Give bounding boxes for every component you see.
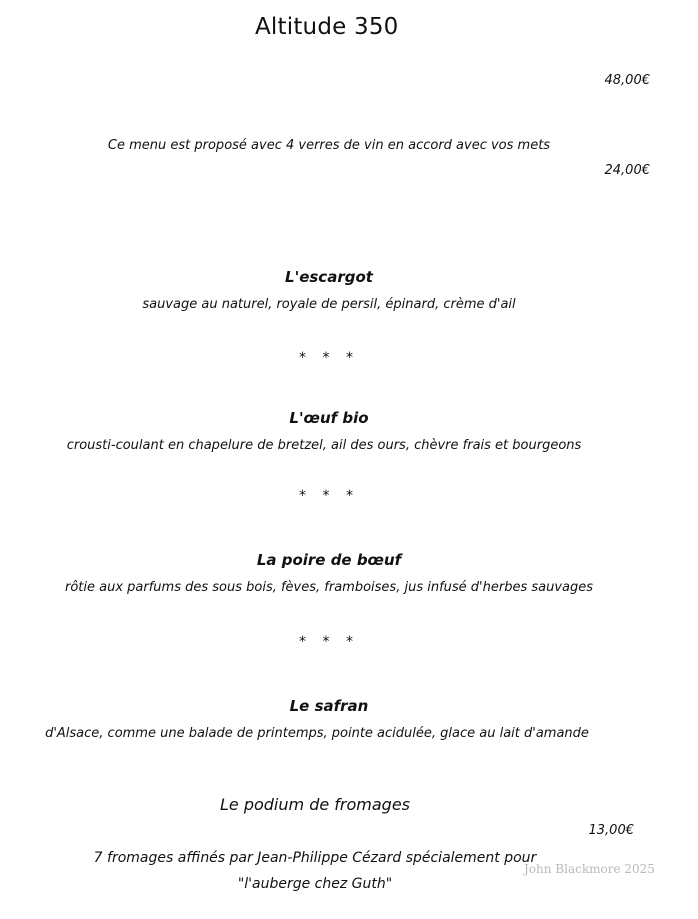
wine-pairing-price: 24,00€ (604, 163, 650, 178)
cheese-course-venue: "l'auberge chez Guth" (237, 876, 393, 892)
course-description-poire-de-boeuf: rôtie aux parfums des sous bois, fèves, framboises, jus infusé d'herbes sauvages (64, 580, 594, 595)
watermark: John Blackmore 2025 (524, 862, 655, 876)
course-title-poire-de-boeuf: La poire de bœuf (256, 551, 402, 569)
cheese-course-title: Le podium de fromages (219, 795, 410, 814)
course-title-oeuf: L'œuf bio (289, 409, 369, 427)
course-separator: * * * (299, 634, 359, 650)
menu-title: Altitude 350 (255, 14, 399, 40)
wine-pairing-note: Ce menu est proposé avec 4 verres de vin en accord avec vos mets (107, 138, 551, 153)
course-description-safran: d'Alsace, comme une balade de printemps, pointe acidulée, glace au lait d'amande (45, 726, 589, 741)
menu-price: 48,00€ (604, 73, 650, 88)
cheese-course-description: 7 fromages affinés par Jean-Philippe Cézard spécialement pour (93, 850, 537, 866)
course-separator: * * * (299, 350, 359, 366)
course-description-oeuf: crousti-coulant en chapelure de bretzel, ail des ours, chèvre frais et bourgeons (66, 438, 582, 453)
course-description-escargot: sauvage au naturel, royale de persil, épinard, crème d'ail (142, 297, 516, 312)
cheese-course-price: 13,00€ (588, 823, 634, 838)
course-title-escargot: L'escargot (285, 268, 373, 286)
course-separator: * * * (299, 488, 359, 504)
course-title-safran: Le safran (289, 697, 369, 715)
